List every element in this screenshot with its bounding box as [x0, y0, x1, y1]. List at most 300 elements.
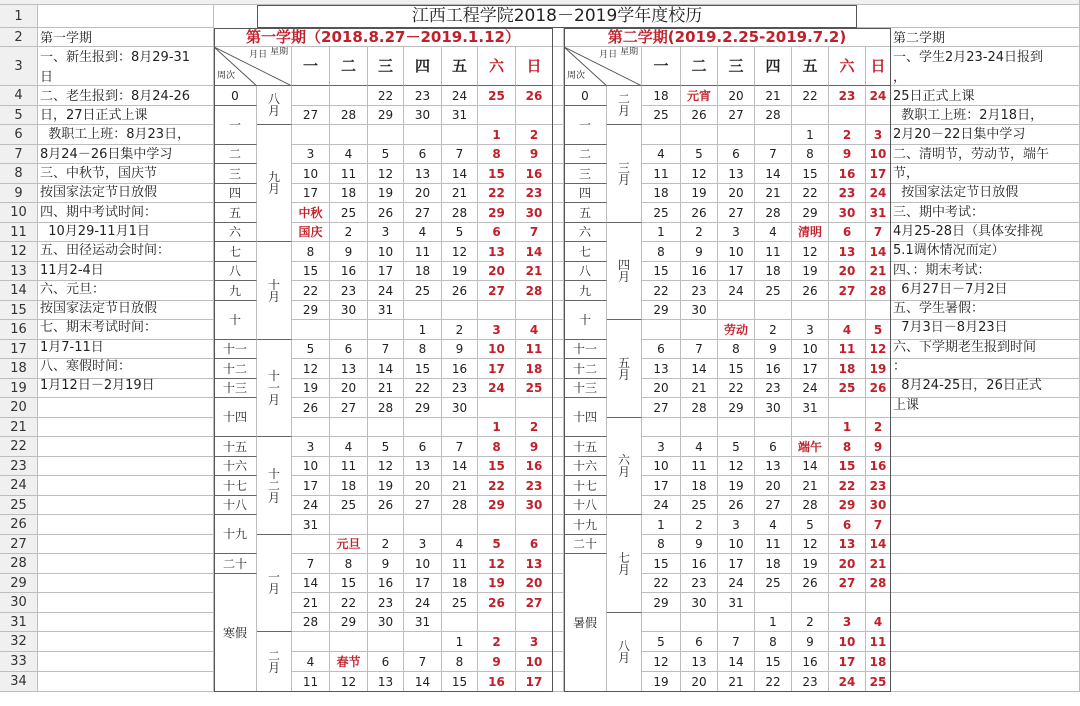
date-cell[interactable]: 1 — [829, 418, 866, 437]
date-cell[interactable]: 15 — [755, 652, 792, 672]
date-cell[interactable]: 8 — [755, 632, 792, 652]
date-cell[interactable] — [516, 398, 553, 418]
date-cell[interactable]: 21 — [368, 379, 404, 398]
date-cell[interactable]: 16 — [829, 164, 866, 184]
date-cell[interactable] — [442, 515, 478, 535]
date-cell[interactable]: 28 — [681, 398, 718, 418]
date-cell[interactable]: 22 — [718, 379, 755, 398]
date-cell[interactable] — [829, 593, 866, 613]
cell[interactable] — [553, 418, 564, 437]
date-cell[interactable]: 21 — [866, 262, 891, 281]
date-cell[interactable]: 2 — [829, 125, 866, 145]
date-cell[interactable]: 29 — [292, 301, 330, 320]
date-cell[interactable] — [829, 106, 866, 125]
date-cell[interactable]: 1 — [478, 418, 516, 437]
date-cell[interactable] — [478, 515, 516, 535]
date-cell[interactable]: 10 — [718, 242, 755, 262]
date-cell[interactable]: 21 — [442, 476, 478, 496]
date-cell[interactable]: 24 — [368, 281, 404, 301]
date-cell[interactable]: 3 — [478, 320, 516, 340]
date-cell[interactable]: 19 — [642, 672, 681, 692]
date-cell[interactable]: 30 — [866, 496, 891, 515]
date-cell[interactable]: 18 — [330, 184, 368, 203]
date-cell[interactable]: 7 — [718, 632, 755, 652]
date-cell[interactable]: 14 — [442, 164, 478, 184]
date-cell[interactable]: 6 — [404, 145, 442, 164]
cell[interactable] — [553, 613, 564, 632]
date-cell[interactable]: 23 — [792, 672, 829, 692]
date-cell[interactable]: 9 — [368, 554, 404, 574]
date-cell[interactable]: 12 — [368, 164, 404, 184]
date-cell[interactable] — [792, 301, 829, 320]
date-cell[interactable]: 16 — [516, 164, 553, 184]
date-cell[interactable]: 20 — [516, 574, 553, 593]
date-cell[interactable]: 27 — [516, 593, 553, 613]
date-cell[interactable]: 21 — [755, 184, 792, 203]
date-cell[interactable]: 14 — [404, 672, 442, 692]
date-cell[interactable]: 25 — [829, 379, 866, 398]
date-cell[interactable]: 17 — [718, 554, 755, 574]
date-cell[interactable]: 9 — [681, 242, 718, 262]
date-cell[interactable] — [866, 398, 891, 418]
date-cell[interactable]: 14 — [866, 535, 891, 554]
row-number[interactable]: 11 — [0, 223, 38, 242]
cell[interactable] — [553, 340, 564, 359]
date-cell[interactable]: 2 — [866, 418, 891, 437]
date-cell[interactable]: 24 — [442, 86, 478, 106]
date-cell[interactable]: 5 — [442, 223, 478, 242]
row-number[interactable]: 34 — [0, 672, 38, 692]
date-cell[interactable]: 9 — [755, 340, 792, 359]
date-cell[interactable]: 22 — [792, 184, 829, 203]
date-cell[interactable]: 7 — [516, 223, 553, 242]
date-cell[interactable]: 5 — [718, 437, 755, 457]
date-cell[interactable]: 11 — [292, 672, 330, 692]
date-cell[interactable]: 30 — [404, 106, 442, 125]
date-cell[interactable]: 6 — [516, 535, 553, 554]
date-cell[interactable]: 22 — [829, 476, 866, 496]
date-cell[interactable]: 24 — [866, 184, 891, 203]
date-cell[interactable]: 3 — [829, 613, 866, 632]
date-cell[interactable]: 4 — [755, 223, 792, 242]
date-cell[interactable]: 9 — [792, 632, 829, 652]
date-cell[interactable]: 12 — [292, 359, 330, 379]
date-cell[interactable]: 24 — [829, 672, 866, 692]
date-cell[interactable]: 19 — [681, 184, 718, 203]
date-cell[interactable]: 14 — [292, 574, 330, 593]
date-cell[interactable]: 9 — [866, 437, 891, 457]
date-cell[interactable]: 30 — [829, 203, 866, 223]
date-cell[interactable]: 28 — [792, 496, 829, 515]
row-number[interactable]: 25 — [0, 496, 38, 515]
date-cell[interactable]: 23 — [516, 476, 553, 496]
date-cell[interactable] — [292, 320, 330, 340]
date-cell[interactable]: 18 — [755, 262, 792, 281]
date-cell[interactable]: 25 — [755, 574, 792, 593]
date-cell[interactable]: 16 — [368, 574, 404, 593]
date-cell[interactable]: 23 — [368, 593, 404, 613]
date-cell[interactable] — [866, 593, 891, 613]
date-cell[interactable]: 30 — [442, 398, 478, 418]
date-cell[interactable]: 31 — [292, 515, 330, 535]
cell[interactable] — [553, 47, 564, 86]
date-cell[interactable] — [755, 593, 792, 613]
date-cell[interactable] — [718, 301, 755, 320]
date-cell[interactable]: 21 — [681, 379, 718, 398]
date-cell[interactable]: 16 — [330, 262, 368, 281]
date-cell[interactable]: 11 — [866, 632, 891, 652]
row-number[interactable]: 22 — [0, 437, 38, 457]
date-cell[interactable]: 13 — [718, 164, 755, 184]
date-cell[interactable] — [755, 418, 792, 437]
date-cell[interactable]: 6 — [829, 223, 866, 242]
date-cell[interactable]: 21 — [755, 86, 792, 106]
date-cell[interactable]: 5 — [368, 145, 404, 164]
date-cell[interactable]: 11 — [404, 242, 442, 262]
row-number[interactable]: 18 — [0, 359, 38, 379]
date-cell[interactable]: 7 — [442, 145, 478, 164]
date-cell[interactable]: 4 — [442, 535, 478, 554]
date-cell[interactable]: 6 — [642, 340, 681, 359]
date-cell[interactable]: 15 — [829, 457, 866, 476]
date-cell[interactable] — [404, 125, 442, 145]
date-cell[interactable]: 26 — [792, 574, 829, 593]
date-cell[interactable]: 1 — [404, 320, 442, 340]
date-cell[interactable]: 29 — [718, 398, 755, 418]
date-cell[interactable]: 20 — [478, 262, 516, 281]
date-cell[interactable]: 15 — [478, 457, 516, 476]
date-cell[interactable]: 7 — [755, 145, 792, 164]
date-cell[interactable]: 17 — [478, 359, 516, 379]
row-number[interactable]: 23 — [0, 457, 38, 476]
row-number[interactable]: 9 — [0, 184, 38, 203]
date-cell[interactable]: 5 — [478, 535, 516, 554]
date-cell[interactable]: 19 — [478, 574, 516, 593]
date-cell[interactable]: 16 — [442, 359, 478, 379]
date-cell[interactable]: 16 — [866, 457, 891, 476]
date-cell[interactable]: 10 — [368, 242, 404, 262]
date-cell[interactable]: 6 — [478, 223, 516, 242]
date-cell[interactable]: 20 — [718, 184, 755, 203]
date-cell[interactable]: 16 — [792, 652, 829, 672]
date-cell[interactable]: 30 — [330, 301, 368, 320]
cell[interactable] — [553, 515, 564, 535]
date-cell[interactable]: 28 — [755, 203, 792, 223]
date-cell[interactable] — [478, 106, 516, 125]
date-cell[interactable]: 1 — [442, 632, 478, 652]
date-cell[interactable]: 23 — [516, 184, 553, 203]
date-cell[interactable]: 26 — [681, 203, 718, 223]
date-cell[interactable]: 13 — [755, 457, 792, 476]
date-cell[interactable]: 11 — [755, 242, 792, 262]
date-cell[interactable]: 19 — [792, 262, 829, 281]
date-cell[interactable]: 31 — [792, 398, 829, 418]
row-number[interactable]: 8 — [0, 164, 38, 184]
date-cell[interactable] — [404, 515, 442, 535]
date-cell[interactable]: 1 — [792, 125, 829, 145]
date-cell[interactable]: 14 — [866, 242, 891, 262]
date-cell[interactable]: 14 — [368, 359, 404, 379]
date-cell[interactable]: 12 — [866, 340, 891, 359]
cell[interactable] — [553, 632, 564, 652]
date-cell[interactable]: 30 — [681, 301, 718, 320]
date-cell[interactable]: 18 — [442, 574, 478, 593]
date-cell[interactable]: 27 — [829, 574, 866, 593]
date-cell[interactable]: 20 — [755, 476, 792, 496]
date-cell[interactable]: 31 — [404, 613, 442, 632]
date-cell[interactable] — [516, 301, 553, 320]
date-cell[interactable]: 20 — [404, 184, 442, 203]
date-cell[interactable]: 30 — [681, 593, 718, 613]
date-cell[interactable]: 18 — [330, 476, 368, 496]
date-cell[interactable] — [404, 632, 442, 652]
date-cell[interactable]: 10 — [642, 457, 681, 476]
date-cell[interactable]: 15 — [478, 164, 516, 184]
date-cell[interactable]: 4 — [330, 145, 368, 164]
date-cell[interactable]: 4 — [866, 613, 891, 632]
date-cell[interactable]: 15 — [404, 359, 442, 379]
date-cell[interactable]: 14 — [718, 652, 755, 672]
row-number[interactable]: 5 — [0, 106, 38, 125]
date-cell[interactable] — [681, 125, 718, 145]
date-cell[interactable]: 13 — [404, 457, 442, 476]
date-cell[interactable] — [404, 418, 442, 437]
cell[interactable] — [553, 164, 564, 184]
date-cell[interactable]: 10 — [292, 164, 330, 184]
date-cell[interactable]: 20 — [404, 476, 442, 496]
date-cell[interactable]: 16 — [478, 672, 516, 692]
date-cell[interactable]: 19 — [718, 476, 755, 496]
date-cell[interactable]: 1 — [478, 125, 516, 145]
cell[interactable] — [553, 262, 564, 281]
date-cell[interactable]: 13 — [829, 242, 866, 262]
date-cell[interactable]: 24 — [292, 496, 330, 515]
date-cell[interactable]: 22 — [330, 593, 368, 613]
date-cell[interactable] — [404, 301, 442, 320]
date-cell[interactable]: 3 — [292, 437, 330, 457]
date-cell[interactable]: 29 — [368, 106, 404, 125]
date-cell[interactable]: 20 — [829, 262, 866, 281]
date-cell[interactable] — [681, 418, 718, 437]
date-cell[interactable]: 3 — [404, 535, 442, 554]
date-cell[interactable]: 5 — [866, 320, 891, 340]
date-cell[interactable] — [516, 515, 553, 535]
date-cell[interactable]: 2 — [681, 515, 718, 535]
date-cell[interactable]: 12 — [792, 535, 829, 554]
date-cell[interactable] — [292, 535, 330, 554]
date-cell[interactable] — [642, 320, 681, 340]
date-cell[interactable]: 4 — [516, 320, 553, 340]
date-cell[interactable]: 6 — [718, 145, 755, 164]
date-cell[interactable]: 8 — [292, 242, 330, 262]
date-cell[interactable]: 2 — [792, 613, 829, 632]
date-cell[interactable]: 11 — [442, 554, 478, 574]
date-cell[interactable]: 30 — [516, 496, 553, 515]
date-cell[interactable]: 2 — [368, 535, 404, 554]
date-cell[interactable]: 9 — [681, 535, 718, 554]
row-number[interactable]: 21 — [0, 418, 38, 437]
date-cell[interactable]: 27 — [718, 203, 755, 223]
date-cell[interactable]: 17 — [292, 476, 330, 496]
date-cell[interactable]: 3 — [292, 145, 330, 164]
date-cell[interactable]: 15 — [718, 359, 755, 379]
date-cell[interactable]: 8 — [642, 242, 681, 262]
date-cell[interactable] — [478, 301, 516, 320]
row-number[interactable]: 3 — [0, 47, 38, 86]
date-cell[interactable]: 9 — [516, 437, 553, 457]
cell[interactable] — [857, 5, 1080, 28]
date-cell[interactable]: 29 — [478, 496, 516, 515]
date-cell[interactable] — [292, 418, 330, 437]
date-cell[interactable]: 8 — [718, 340, 755, 359]
date-cell[interactable] — [718, 613, 755, 632]
date-cell[interactable]: 19 — [442, 262, 478, 281]
date-cell[interactable]: 7 — [292, 554, 330, 574]
date-cell[interactable]: 30 — [516, 203, 553, 223]
date-cell[interactable]: 23 — [829, 86, 866, 106]
date-cell[interactable]: 10 — [792, 340, 829, 359]
date-cell[interactable] — [755, 301, 792, 320]
date-cell[interactable]: 9 — [478, 652, 516, 672]
date-cell[interactable]: 27 — [404, 496, 442, 515]
row-number[interactable]: 2 — [0, 28, 38, 47]
date-cell[interactable]: 19 — [368, 476, 404, 496]
date-cell[interactable]: 15 — [442, 672, 478, 692]
cell[interactable] — [553, 535, 564, 554]
date-cell[interactable]: 19 — [792, 554, 829, 574]
row-number[interactable]: 12 — [0, 242, 38, 262]
date-cell[interactable]: 13 — [681, 652, 718, 672]
date-cell[interactable]: 11 — [642, 164, 681, 184]
date-cell[interactable]: 17 — [368, 262, 404, 281]
cell[interactable] — [553, 379, 564, 398]
date-cell[interactable]: 15 — [642, 554, 681, 574]
date-cell[interactable] — [642, 418, 681, 437]
date-cell[interactable]: 18 — [755, 554, 792, 574]
date-cell[interactable]: 21 — [866, 554, 891, 574]
date-cell[interactable]: 23 — [681, 574, 718, 593]
date-cell[interactable] — [792, 106, 829, 125]
date-cell[interactable]: 2 — [681, 223, 718, 242]
date-cell[interactable] — [368, 418, 404, 437]
date-cell[interactable] — [829, 301, 866, 320]
date-cell[interactable] — [330, 418, 368, 437]
date-cell[interactable]: 29 — [642, 301, 681, 320]
row-number[interactable]: 27 — [0, 535, 38, 554]
date-cell[interactable] — [478, 613, 516, 632]
date-cell[interactable]: 劳动 — [718, 320, 755, 340]
date-cell[interactable]: 28 — [442, 496, 478, 515]
date-cell[interactable]: 18 — [642, 184, 681, 203]
date-cell[interactable]: 12 — [442, 242, 478, 262]
date-cell[interactable] — [330, 515, 368, 535]
date-cell[interactable]: 26 — [516, 86, 553, 106]
date-cell[interactable]: 2 — [516, 125, 553, 145]
row-number[interactable]: 6 — [0, 125, 38, 145]
date-cell[interactable]: 16 — [755, 359, 792, 379]
date-cell[interactable]: 27 — [718, 106, 755, 125]
row-number[interactable]: 10 — [0, 203, 38, 223]
cell[interactable] — [553, 574, 564, 593]
date-cell[interactable]: 5 — [368, 437, 404, 457]
date-cell[interactable] — [755, 125, 792, 145]
date-cell[interactable]: 10 — [292, 457, 330, 476]
date-cell[interactable] — [681, 320, 718, 340]
date-cell[interactable] — [442, 418, 478, 437]
cell[interactable] — [553, 125, 564, 145]
date-cell[interactable]: 2 — [478, 632, 516, 652]
date-cell[interactable]: 30 — [368, 613, 404, 632]
cell[interactable] — [553, 457, 564, 476]
date-cell[interactable]: 27 — [642, 398, 681, 418]
date-cell[interactable]: 20 — [330, 379, 368, 398]
date-cell[interactable]: 17 — [404, 574, 442, 593]
date-cell[interactable]: 7 — [681, 340, 718, 359]
date-cell[interactable]: 16 — [681, 554, 718, 574]
date-cell[interactable]: 10 — [829, 632, 866, 652]
date-cell[interactable]: 2 — [442, 320, 478, 340]
cell[interactable] — [553, 476, 564, 496]
date-cell[interactable]: 17 — [829, 652, 866, 672]
date-cell[interactable]: 23 — [829, 184, 866, 203]
date-cell[interactable] — [292, 632, 330, 652]
date-cell[interactable]: 22 — [478, 476, 516, 496]
date-cell[interactable]: 9 — [442, 340, 478, 359]
date-cell[interactable]: 4 — [404, 223, 442, 242]
date-cell[interactable] — [718, 125, 755, 145]
date-cell[interactable]: 7 — [866, 515, 891, 535]
date-cell[interactable]: 28 — [866, 281, 891, 301]
date-cell[interactable]: 24 — [792, 379, 829, 398]
date-cell[interactable] — [792, 418, 829, 437]
date-cell[interactable]: 24 — [866, 86, 891, 106]
row-number[interactable]: 31 — [0, 613, 38, 632]
date-cell[interactable]: 29 — [478, 203, 516, 223]
date-cell[interactable] — [792, 593, 829, 613]
date-cell[interactable]: 11 — [681, 457, 718, 476]
date-cell[interactable]: 23 — [330, 281, 368, 301]
date-cell[interactable]: 20 — [718, 86, 755, 106]
date-cell[interactable]: 端午 — [792, 437, 829, 457]
date-cell[interactable] — [516, 613, 553, 632]
date-cell[interactable]: 19 — [292, 379, 330, 398]
date-cell[interactable]: 5 — [681, 145, 718, 164]
date-cell[interactable]: 19 — [368, 184, 404, 203]
cell[interactable] — [553, 437, 564, 457]
date-cell[interactable]: 12 — [792, 242, 829, 262]
date-cell[interactable]: 9 — [330, 242, 368, 262]
date-cell[interactable]: 1 — [642, 515, 681, 535]
date-cell[interactable] — [478, 398, 516, 418]
date-cell[interactable] — [642, 613, 681, 632]
date-cell[interactable]: 22 — [642, 574, 681, 593]
date-cell[interactable]: 27 — [330, 398, 368, 418]
cell[interactable] — [553, 145, 564, 164]
date-cell[interactable]: 25 — [478, 86, 516, 106]
date-cell[interactable] — [718, 418, 755, 437]
date-cell[interactable]: 5 — [642, 632, 681, 652]
row-number[interactable]: 13 — [0, 262, 38, 281]
date-cell[interactable] — [368, 125, 404, 145]
date-cell[interactable]: 26 — [368, 496, 404, 515]
date-cell[interactable]: 28 — [516, 281, 553, 301]
date-cell[interactable] — [292, 125, 330, 145]
row-number[interactable]: 1 — [0, 5, 38, 28]
date-cell[interactable]: 4 — [330, 437, 368, 457]
row-number[interactable]: 29 — [0, 574, 38, 593]
date-cell[interactable]: 12 — [681, 164, 718, 184]
date-cell[interactable] — [330, 86, 368, 106]
